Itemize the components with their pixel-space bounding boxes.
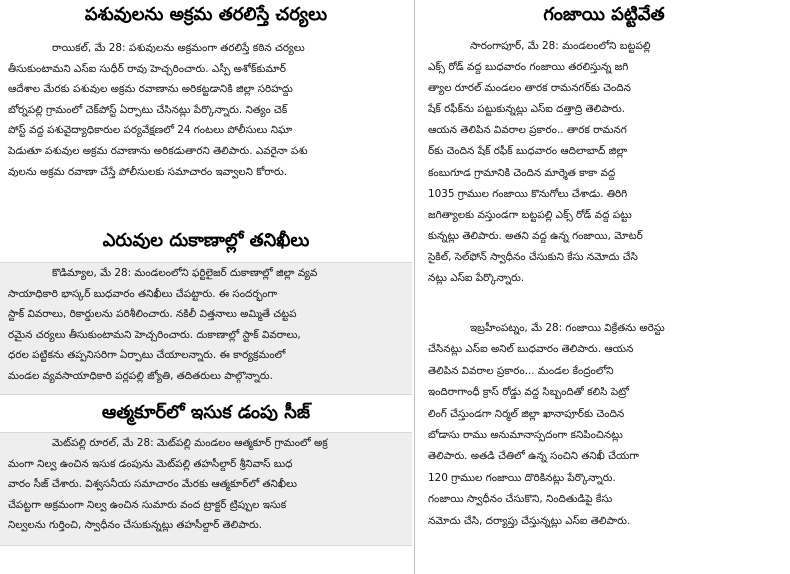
article-line: మెట్‌పల్లి రూరల్‌, మే 28: మెట్‌పల్లి మండలం ఆత్మకూర్‌ గ్రామంలో అక్ర	[52, 437, 328, 449]
article-line: 1035 గ్రాముల గంజాయి కొనుగోలు చేశాడు. తిరిగి	[428, 187, 628, 200]
article-line: నమోదు చేసి, దర్యాప్తు చేస్తున్నట్లు ఎస్‌ఐ తెలిపారు.	[428, 514, 631, 527]
article-line: పోస్ట్‌ వద్ద పశువైద్యాధికారుల పర్యవేక్షణలో 24 గంటలు పోలీసులు నిఘా	[8, 124, 293, 137]
article-line: తెలిపారు. అతడి చేతిలో ఉన్న సంచిని తనిఖీ చేయగా	[428, 450, 639, 463]
column-divider	[414, 0, 415, 574]
article-line: తెలిపిన వివరాల ప్రకారం... మండల కేంద్రంలోని	[428, 364, 614, 377]
article-line: నట్లు ఎస్‌ఐ పేర్కొన్నారు.	[428, 272, 525, 285]
article-line: 120 గ్రాముల గంజాయి దొరికినట్లు పేర్కొన్నారు.	[428, 471, 616, 484]
article-line: వారం సీజ్‌ చేశారు. విశ్వసనీయ సమాచారం మేరకు ఆత్మకూర్‌లో తనిఖీలు	[8, 478, 297, 491]
article-body-ganja-1	[418, 36, 790, 289]
article-line: లింగ్‌ చేస్తుండగా నిర్మల్‌ జిల్లా ఖానాపూర్‌కు చెందిన	[428, 407, 625, 420]
article-line: షేక్‌ రఫీక్‌ను పట్టుకున్నట్లు ఎస్‌ఐ దత్తాద్రి తెలిపారు.	[428, 103, 625, 116]
article-headline-fertilizer: ఎరువుల దుకాణాల్లో తనిఖీలు	[102, 230, 310, 251]
article-headline-ganja: గంజాయి పట్టివేత	[543, 4, 665, 25]
article-line: స్టాక్‌ వివరాలు, రికార్డులను పరిశీలించారు. నకిలీ విత్తనాలు అమ్మితే చట్టప	[8, 308, 297, 321]
article-line: వులను అక్రమ రవాణా చేస్తే పోలీసులకు సమాచారం ఇవ్వాలని కోరారు.	[8, 165, 288, 178]
article-line: కొడిమ్యాల, మే 28: మండలంలోని ఫర్టిలైజర్‌ దుకాణాల్లో జిల్లా వ్యవ	[52, 267, 318, 279]
article-line: ధరల పట్టికను తప్పనిసరిగా ఏర్పాటు చేయాలన్నారు. ఈ కార్యక్రమంలో	[8, 349, 286, 362]
article-line: సారంగాపూర్‌, మే 28: మండలంలోని బట్టపల్లి	[470, 40, 651, 52]
article-line: బోర్నపల్లి గ్రామంలో చెక్‌పోస్ట్‌ ఏర్పాటు చేసినట్లు పేర్కొన్నారు. నిత్యం చెక్‌	[8, 103, 288, 116]
article-body-ganja-2	[418, 318, 790, 532]
article-line: చేపట్టగా అక్రమంగా నిల్వ ఉంచిన సుమారు వంద ట్రాక్టర్‌ ట్రిప్పుల ఇసుక	[8, 498, 287, 511]
article-line: కున్నట్లు తెలిపారు. అతని వద్ద ఉన్న గంజాయి, మోటర్‌	[428, 229, 643, 242]
article-line: ఆయన తెలిపిన వివరాల ప్రకారం.. తారక రామనగ	[428, 124, 627, 137]
article-line: మండల వ్యవసాయాధికారి పర్లపల్లి జ్యోతి, తదితరులు పాల్గొన్నారు.	[8, 369, 273, 382]
article-line: నిల్వలను గుర్తించి, స్వాధీనం చేసుకున్నట్లు తహసీల్దార్‌ తెలిపారు.	[8, 519, 263, 532]
article-line: తీసుకుంటామని ఎస్‌ఐ సుధీర్‌ రావు హెచ్చరించారు. ఎస్పీ అశోక్‌కుమార్‌	[8, 62, 286, 75]
article-headline-cattle: పశువులను అక్రమ తరలిస్తే చర్యలు	[84, 4, 328, 25]
article-body-sand	[0, 432, 412, 546]
article-line: ఆదేశాల మేరకు పశువుల అక్రమ రవాణాను అరికట్టడానికి జిల్లా సరిహద్దు	[8, 83, 293, 96]
article-line: బోడాసు రాము అనుమానాస్పదంగా కనిపించినట్లు	[428, 429, 623, 442]
article-line: మంగా నిల్వ ఉంచిన ఇసుక డంపును మెట్‌పల్లి తహసీల్దార్‌ శ్రీనివాస్‌ బుధ	[8, 457, 293, 470]
article-line: ఇందిరాగాంధీ క్రాస్‌ రోడ్డు వద్ద సిబ్బందితో కలిసి పెట్రో	[428, 386, 629, 399]
article-line: కంబుగూడ గ్రామానికి చెందిన మార్శెత కాకా వద్ద	[428, 166, 616, 179]
article-line: త్యాల రూరల్‌ మండలం తారక రామనగర్‌కు చెందిన	[428, 82, 631, 95]
article-body-fertilizer	[0, 262, 412, 395]
article-line: ఇబ్రహీంపట్నం, మే 28: గంజాయి విక్రేతను అరెస్టు	[470, 322, 665, 334]
article-line: సాయాధికారి భాస్కర్‌ బుధవారం తనిఖీలు చేపట్టారు. ఈ సందర్భంగా	[8, 287, 278, 300]
article-body-cattle	[0, 38, 412, 182]
article-line: ఎక్స్‌ రోడ్‌ వద్ద బుధవారం గంజాయి తరలిస్తున్న జగి	[428, 61, 629, 74]
article-line: రమైన చర్యలు తీసుకుంటామని హెచ్చరించారు. దుకాణాల్లో స్టాక్‌ వివరాలు,	[8, 328, 301, 341]
right-column	[418, 0, 790, 574]
article-line: రాయికల్‌, మే 28: పశువులను అక్రమంగా తరలిస్తే కఠిన చర్యలు	[52, 42, 305, 54]
article-line: సైకిల్‌, సెల్‌ఫోన్‌ స్వాధీనం చేసుకుని కేసు నమోదు చేసి	[428, 250, 638, 263]
article-headline-sand: ఆత్మకూర్‌లో ఇసుక డంపు సీజ్‌	[101, 402, 311, 423]
article-line: గంజాయి స్వాధీనం చేసుకొని, నిందితుడిపై కేసు	[428, 493, 613, 506]
article-line: జగిత్యాలకు వస్తుండగా బట్టపల్లి ఎక్స్‌ రోడ్‌ వద్ద పట్టు	[428, 208, 632, 221]
article-line: పెడుతూ పశువుల అక్రమ రవాణాను అరికడుతారని తెలిపారు. ఎవరైనా పశు	[8, 144, 308, 157]
article-line: చేసినట్లు ఎస్‌ఐ అనిల్‌ బుధవారం తెలిపారు. ఆయన	[428, 343, 634, 356]
article-line: ర్‌కు చెందిన షేక్‌ రఫీక్‌ బుధవారం ఆదిలాబాద్‌ జిల్లా	[428, 145, 628, 158]
